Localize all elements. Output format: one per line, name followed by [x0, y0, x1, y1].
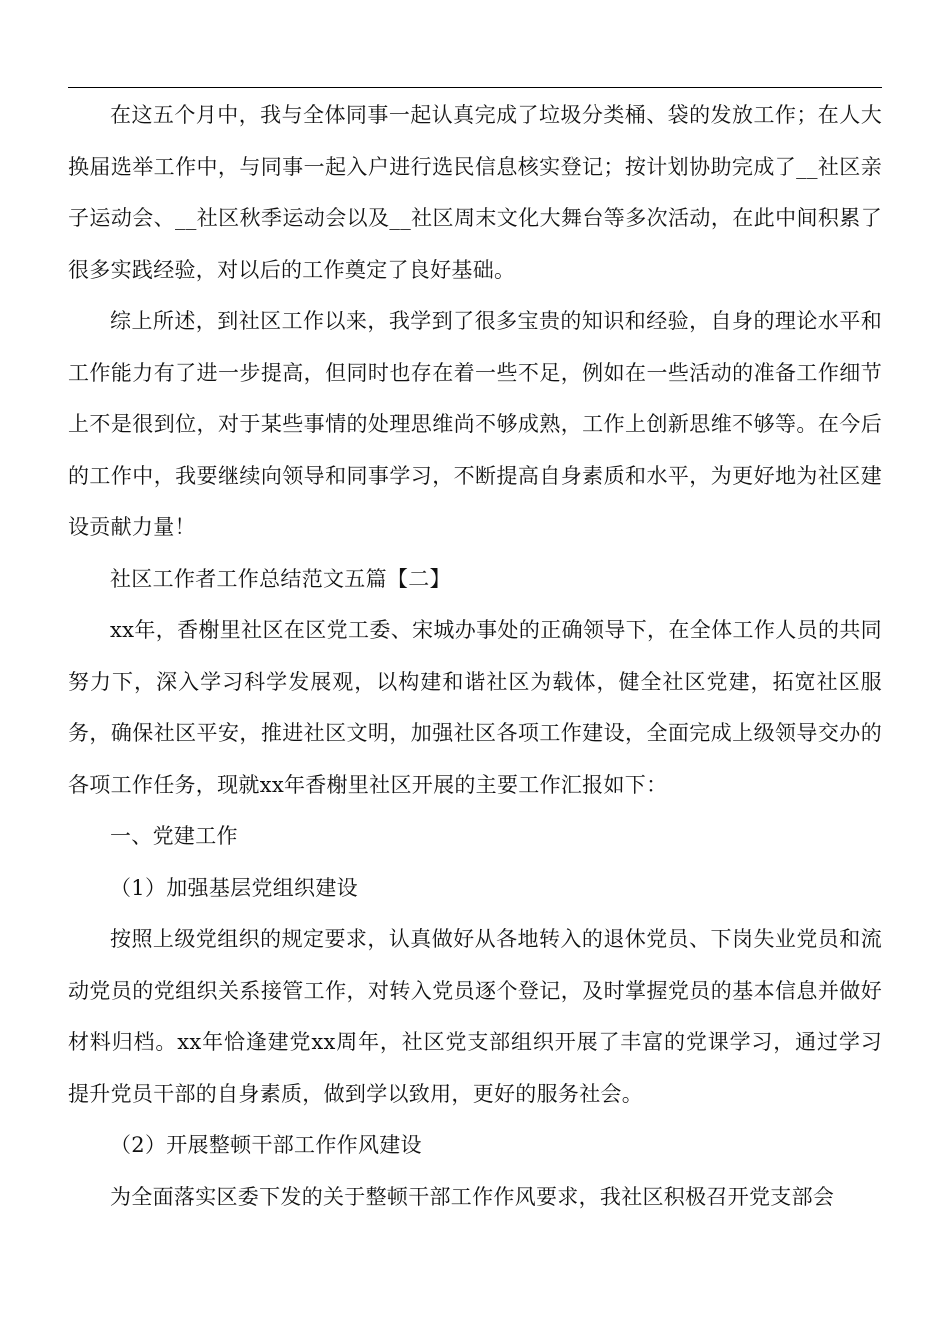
subsection-heading: （1）加强基层党组织建设: [110, 875, 358, 900]
body-paragraph: 综上所述，到社区工作以来，我学到了很多宝贵的知识和经验，自身的理论水平和工作能力有了进一步提高，但同时也存在着一些不足，例如在一些活动的准备工作细节上不是很到位，对于某些事情的处理思维尚不够成熟，工作上创新思维不够等。在今后的工作中，我要继续向领导和同事学习，不断提高自身素质和水平，为更好地为社区建设贡献力量！: [68, 309, 882, 539]
section-heading: 一、党建工作: [110, 824, 238, 848]
body-paragraph: 按照上级党组织的规定要求，认真做好从各地转入的退休党员、下岗失业党员和流动党员的党组织关系接管工作，对转入党员逐个登记，及时掌握党员的基本信息并做好材料归档。xx年恰逢建党xx周年，社区党支部组织开展了丰富的党课学习，通过学习提升党员干部的自身素质，做到学以致用，更好的服务社会。: [68, 927, 882, 1106]
subsection-heading: （2）开展整顿干部工作作风建设: [110, 1133, 422, 1157]
body-paragraph: 为全面落实区委下发的关于整顿干部工作作风要求，我社区积极召开党支部会: [110, 1184, 835, 1209]
header-rule: [68, 87, 882, 88]
body-paragraph: 在这五个月中，我与全体同事一起认真完成了垃圾分类桶、袋的发放工作；在人大换届选举工作中，与同事一起入户进行选民信息核实登记；按计划协助完成了__社区亲子运动会、__社区秋季运动会以及__社区周末文化大舞台等多次活动，在此中间积累了很多实践经验，对以后的工作奠定了良好基础。: [68, 103, 882, 282]
section-title: 社区工作者工作总结范文五篇【二】: [110, 566, 451, 591]
document-body: [68, 90, 882, 1223]
body-paragraph: xx年，香榭里社区在区党工委、宋城办事处的正确领导下，在全体工作人员的共同努力下，深入学习科学发展观，以构建和谐社区为载体，健全社区党建，拓宽社区服务，确保社区平安，推进社区文明，加强社区各项工作建设，全面完成上级领导交办的各项工作任务，现就xx年香榭里社区开展的主要工作汇报如下：: [68, 618, 882, 797]
